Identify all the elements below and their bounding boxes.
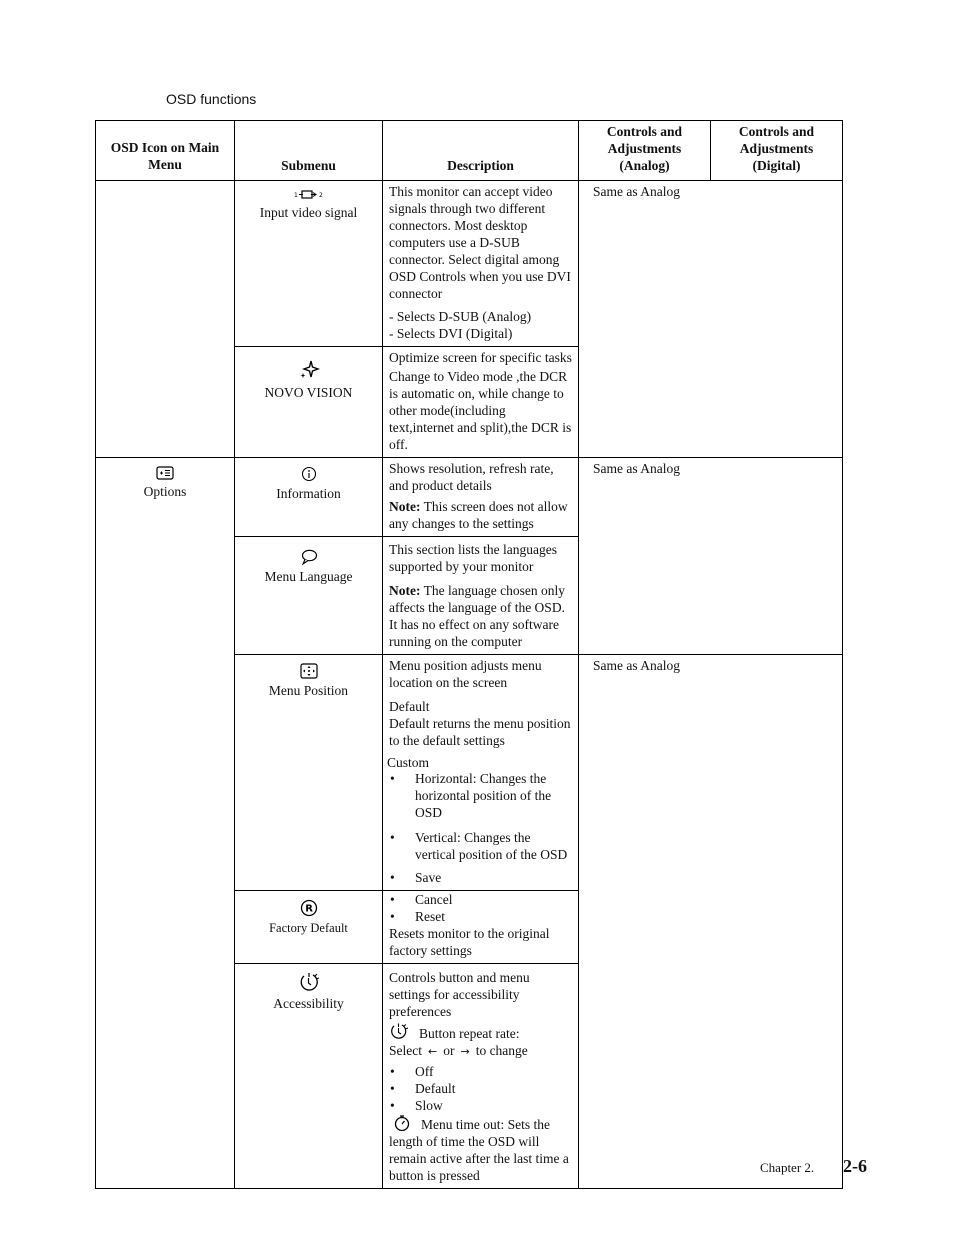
submenu-cell bbox=[235, 891, 383, 964]
description-text: This monitor can accept video signals through two different connectors. Most desktop computers use a D-SUB connector. Select digital among OSD Controls when you use DVI connector bbox=[389, 184, 571, 301]
bullet-list bbox=[389, 770, 573, 886]
bullet-list bbox=[389, 1063, 573, 1114]
timeout-text: Menu time out: Sets the length of time the OSD will remain active after the last time a button is pressed bbox=[389, 1117, 569, 1183]
bullet-list bbox=[389, 891, 573, 925]
description-text: - Selects DVI (Digital) bbox=[389, 326, 513, 341]
description-text: This section lists the languages supported by your monitor bbox=[389, 542, 557, 574]
table-row bbox=[96, 181, 843, 347]
list-item: • Cancel bbox=[415, 891, 573, 908]
svg-text:1: 1 bbox=[293, 192, 298, 199]
submenu-label: Information bbox=[276, 486, 341, 501]
select-text: or bbox=[443, 1043, 455, 1058]
footer-chapter: Chapter 2. bbox=[760, 1160, 815, 1175]
list-item: • Save bbox=[415, 869, 573, 886]
table-row bbox=[96, 458, 843, 537]
options-icon-cell bbox=[96, 458, 235, 1189]
list-item: • Reset bbox=[415, 908, 573, 925]
description-text: Menu position adjusts menu location on the screen bbox=[389, 658, 542, 690]
description-text: Custom bbox=[387, 755, 430, 770]
note-text: This screen does not allow any changes to the settings bbox=[389, 499, 568, 531]
timer-icon bbox=[393, 1114, 411, 1132]
description-text: Resets monitor to the original factory settings bbox=[389, 926, 550, 958]
submenu-label: Menu Position bbox=[268, 683, 349, 698]
select-text: to change bbox=[475, 1043, 528, 1058]
same-as-analog: Same as Analog bbox=[593, 461, 680, 476]
description-text: Controls button and menu settings for accessibility preferences bbox=[389, 970, 530, 1019]
list-item: • Vertical: Changes the vertical position of the OSD bbox=[415, 829, 573, 863]
description-note bbox=[389, 582, 573, 650]
options-label: Options bbox=[143, 484, 187, 499]
information-icon bbox=[301, 466, 317, 482]
repeat-rate-icon bbox=[389, 1023, 409, 1041]
submenu-cell bbox=[235, 458, 383, 537]
description-text: Default bbox=[389, 699, 430, 714]
submenu-label: Factory Default bbox=[269, 921, 348, 935]
header-digital: Controls and Adjustments (Digital) bbox=[711, 121, 843, 181]
submenu-cell bbox=[235, 181, 383, 347]
table-header-row bbox=[96, 121, 843, 181]
submenu-label: Menu Language bbox=[264, 569, 353, 584]
description-text: - Selects D-SUB (Analog) bbox=[389, 309, 532, 324]
submenu-cell bbox=[235, 655, 383, 891]
same-as-analog: Same as Analog bbox=[593, 658, 680, 673]
submenu-cell bbox=[235, 347, 383, 458]
submenu-cell bbox=[235, 537, 383, 655]
header-analog: Controls and Adjustments (Analog) bbox=[579, 121, 711, 181]
description-cell bbox=[383, 964, 579, 1189]
description-cell bbox=[383, 891, 579, 964]
submenu-cell bbox=[235, 964, 383, 1189]
header-submenu: Submenu bbox=[235, 121, 383, 181]
novo-vision-icon bbox=[298, 359, 320, 381]
same-as-analog-cell bbox=[579, 181, 843, 458]
footer-page-number: 2-6 bbox=[843, 1156, 867, 1176]
empty-icon-cell bbox=[96, 181, 235, 458]
description-cell bbox=[383, 181, 579, 347]
svg-text:2: 2 bbox=[318, 192, 323, 199]
select-text: Select bbox=[389, 1043, 422, 1058]
options-icon bbox=[156, 466, 174, 480]
list-item: • Horizontal: Changes the horizontal position of the OSD bbox=[415, 770, 573, 821]
accessibility-icon bbox=[298, 972, 320, 992]
timeout-line bbox=[389, 1114, 573, 1184]
note-label: Note: bbox=[389, 499, 421, 514]
note-text: The language chosen only affects the language of the OSD. It has no effect on any software running on the computer bbox=[389, 583, 565, 649]
description-text: Change to Video mode ,the DCR is automatic on, while change to other mode(including text,internet and split),the DCR is off. bbox=[389, 369, 572, 452]
submenu-label: NOVO VISION bbox=[264, 385, 353, 400]
same-as-analog: Same as Analog bbox=[593, 184, 680, 199]
left-arrow-icon: ← bbox=[428, 1045, 438, 1058]
repeat-rate-line bbox=[389, 1023, 573, 1042]
speech-bubble-icon bbox=[300, 549, 318, 565]
description-text: Shows resolution, refresh rate, and product details bbox=[389, 461, 554, 493]
same-as-analog-cell bbox=[579, 458, 843, 655]
menu-position-icon bbox=[300, 663, 318, 679]
description-cell bbox=[383, 655, 579, 891]
input-signal-icon bbox=[294, 189, 324, 201]
list-item: • Off bbox=[415, 1063, 573, 1080]
section-title: OSD functions bbox=[166, 91, 257, 107]
description-cell bbox=[383, 537, 579, 655]
right-arrow-icon: → bbox=[460, 1045, 470, 1058]
description-cell bbox=[383, 347, 579, 458]
svg-text:R: R bbox=[304, 903, 313, 915]
header-icon: OSD Icon on Main Menu bbox=[96, 121, 235, 181]
description-text: Optimize screen for specific tasks bbox=[389, 350, 572, 365]
repeat-rate-label: Button repeat rate: bbox=[419, 1026, 520, 1041]
list-item: • Slow bbox=[415, 1097, 573, 1114]
select-line bbox=[389, 1042, 573, 1060]
same-as-analog-cell bbox=[579, 655, 843, 1189]
note-label: Note: bbox=[389, 583, 421, 598]
submenu-label: Input video signal bbox=[259, 205, 358, 220]
submenu-label: Accessibility bbox=[273, 996, 344, 1011]
description-note bbox=[389, 498, 573, 532]
header-description: Description bbox=[383, 121, 579, 181]
description-cell bbox=[383, 458, 579, 537]
osd-functions-table bbox=[95, 120, 843, 1189]
factory-default-icon bbox=[300, 899, 318, 917]
description-text: Default returns the menu position to the default settings bbox=[389, 716, 571, 748]
list-item: • Default bbox=[415, 1080, 573, 1097]
